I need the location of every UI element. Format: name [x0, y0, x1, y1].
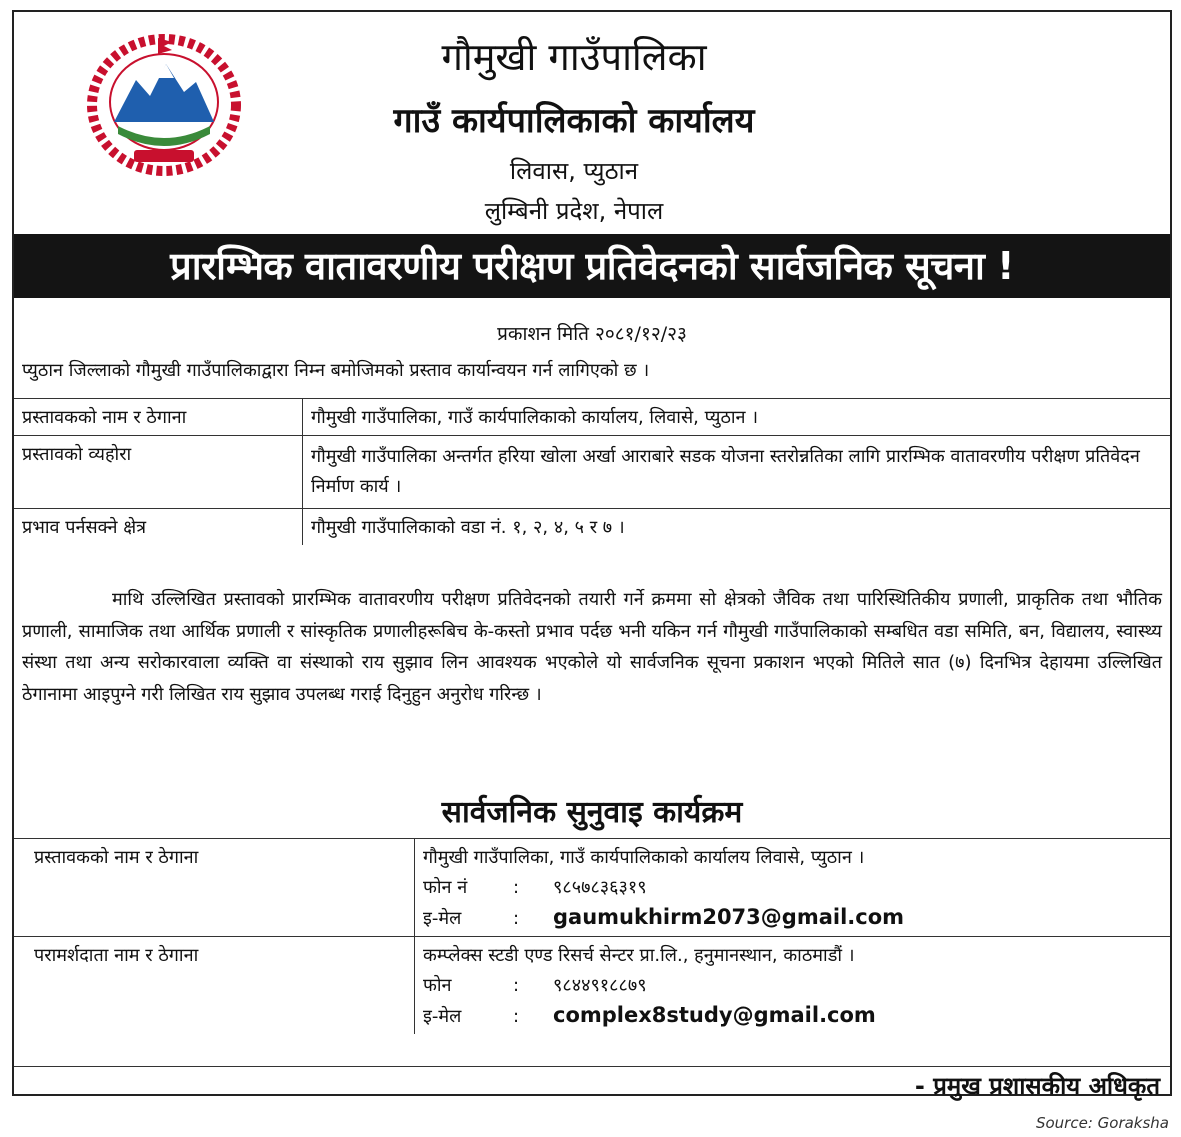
- info-value: गौमुखी गाउँपालिका, गाउँ कार्यपालिकाको कार्यालय, लिवासे, प्युठान ।: [303, 399, 1171, 436]
- intro-text: प्युठान जिल्लाको गौमुखी गाउँपालिकाद्वारा निम्न बमोजिमको प्रस्ताव कार्यान्वयन गर्न लागिएको छ ।: [22, 360, 650, 381]
- email-link[interactable]: complex8study@gmail.com: [553, 1003, 876, 1027]
- contact-email-row: [423, 905, 1162, 930]
- signoff: - प्रमुख प्रशासकीय अधिकृत: [914, 1072, 1160, 1100]
- separator: :: [513, 975, 520, 996]
- separator: :: [513, 908, 520, 929]
- email-label: इ-मेल: [423, 1006, 462, 1027]
- notice-header: [14, 12, 1170, 234]
- table-row: [14, 436, 1170, 509]
- phone-label: फोन: [423, 975, 452, 996]
- source-credit: Source: Goraksha: [1035, 1114, 1169, 1132]
- table-row: [14, 937, 1170, 1035]
- hearing-label: प्रस्तावकको नाम र ठेगाना: [14, 839, 415, 937]
- hearing-label: परामर्शदाता नाम र ठेगाना: [14, 937, 415, 1035]
- email-label: इ-मेल: [423, 908, 462, 929]
- info-label: प्रभाव पर्नसक्ने क्षेत्र: [14, 509, 303, 546]
- email-link[interactable]: gaumukhirm2073@gmail.com: [553, 905, 905, 929]
- info-value: गौमुखी गाउँपालिकाको वडा नं. १, २, ४, ५ र ७ ।: [303, 509, 1171, 546]
- separator: :: [513, 877, 520, 898]
- hearing-contact: [415, 839, 1171, 937]
- table-row: [14, 839, 1170, 937]
- office-name: गाउँ कार्यपालिकाको कार्यालय: [393, 101, 755, 141]
- info-label: प्रस्तावकको नाम र ठेगाना: [14, 399, 303, 436]
- address-line-2: लुम्बिनी प्रदेश, नेपाल: [484, 197, 664, 225]
- hearing-table: [14, 838, 1170, 1034]
- proposal-info-table: [14, 398, 1170, 545]
- contact-address: गौमुखी गाउँपालिका, गाउँ कार्यपालिकाको कार्यालय लिवासे, प्युठान ।: [423, 847, 865, 868]
- body-paragraph: माथि उल्लिखित प्रस्तावको प्रारम्भिक वातावरणीय परीक्षण प्रतिवेदनको तयारी गर्ने क्रममा सो क्षेत्रको जैविक तथा पारिस्थितिकीय प्रणाली, प्राकृतिक तथा भौतिक प्रणाली, सामाजिक तथा आर्थिक प्रणाली र सांस्कृतिक प्रणालीहरूबिच के-कस्तो प्रभाव पर्दछ भनी यकिन गर्न गौमुखी गाउँपालिकाको सम्बधित वडा समिति, बन, विद्यालय, स्वास्थ्य संस्था तथा अन्य सरोकारवाला व्यक्ति वा संस्थाको राय सुझाव लिन आवश्यक भएकोले यो सार्वजनिक सूचना प्रकाशन भएको मितिले सात (७) दिनभित्र देहायमा उल्लिखित ठेगानामा आइपुग्ने गरी लिखित राय सुझाव उपलब्ध गराई दिनुहुन अनुरोध गरिन्छ ।: [22, 589, 1162, 705]
- notice-title-banner: प्रारम्भिक वातावरणीय परीक्षण प्रतिवेदनको सार्वजनिक सूचना !: [14, 234, 1170, 298]
- hearing-contact: [415, 937, 1171, 1035]
- phone-number: ९८४४९१८८७९: [553, 975, 647, 996]
- table-row: [14, 399, 1170, 436]
- signoff-row: [14, 1066, 1170, 1100]
- contact-address: कम्प्लेक्स स्टडी एण्ड रिसर्च सेन्टर प्रा.लि., हनुमानस्थान, काठमाडौं ।: [423, 945, 855, 966]
- phone-label: फोन नं: [423, 877, 468, 898]
- phone-number: ९८५७८३६३१९: [553, 877, 647, 898]
- contact-email-row: [423, 1003, 1162, 1028]
- public-notice: [12, 10, 1172, 1100]
- separator: :: [513, 1006, 520, 1027]
- nepal-government-emblem-icon: [84, 30, 244, 180]
- table-row: [14, 509, 1170, 546]
- contact-phone-row: [423, 875, 1162, 899]
- hearing-title: सार्वजनिक सुनुवाइ कार्यक्रम: [441, 795, 743, 830]
- address-line-1: लिवास, प्युठान: [509, 157, 639, 185]
- contact-phone-row: [423, 973, 1162, 997]
- info-value: गौमुखी गाउँपालिका अन्तर्गत हरिया खोला अर्खा आराबारे सडक योजना स्तरोन्नतिका लागि प्रारम्भिक वातावरणीय परीक्षण प्रतिवेदन निर्माण कार्य ।: [303, 436, 1171, 509]
- info-label: प्रस्तावको व्यहोरा: [14, 436, 303, 509]
- municipality-name: गौमुखी गाउँपालिका: [441, 35, 707, 79]
- publication-date: प्रकाशन मिति २०८१/१२/२३: [497, 323, 687, 345]
